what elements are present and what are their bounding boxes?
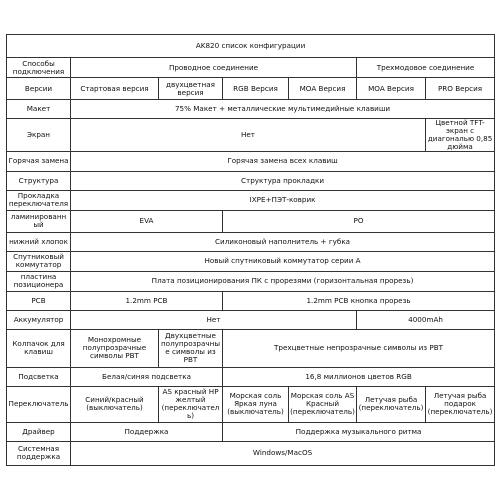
row-label: Спутниковый коммутатор [7,251,71,271]
table-cell: PO [223,210,495,232]
table-row [7,171,495,190]
row-label: Драйвер [7,422,71,441]
table-cell: MOA Версия [289,78,357,100]
table-row [7,210,495,232]
table-cell: 1.2mm PCB [71,291,223,310]
table-cell: 16,8 миллионов цветов RGB [223,367,495,386]
table-cell: Монохромные полупрозрачные символы PBT [71,329,159,367]
row-label: Системная поддержка [7,441,71,465]
table-title: AK820 список конфигурации [7,35,495,58]
table-cell: Силиконовый наполнитель + губка [71,232,495,251]
table-cell: Стартовая версия [71,78,159,100]
table-cell: Цветной TFT-экран с диагональю 0,85 дюйма [426,119,495,152]
table-row [7,291,495,310]
table-cell: Морская соль Яркая луна (выключатель) [223,386,289,422]
table-cell: Проводное соединение [71,58,357,78]
table-row [7,58,495,78]
table-cell: двухцветная версия [159,78,223,100]
table-cell: Трехцветные непрозрачные символы из PBT [223,329,495,367]
row-label: Аккумулятор [7,310,71,329]
table-cell: Белая/синяя подсветка [71,367,223,386]
row-label: нижний хлопок [7,232,71,251]
table-row [7,422,495,441]
table-cell: Структура прокладки [71,171,495,190]
table-row [7,329,495,367]
table-cell: IXPE+ПЭТ-коврик [71,190,495,210]
table-cell: Горячая замена всех клавиш [71,151,495,171]
table-cell: Двухцветные полупрозрачные символы из PBT [159,329,223,367]
row-label: пластина позиционера [7,271,71,291]
table-row [7,441,495,465]
row-label: Горячая замена [7,151,71,171]
table-cell: Нет [71,119,426,152]
table-cell: Трехмодовое соединение [357,58,495,78]
table-cell: 4000mAh [357,310,495,329]
row-label: Способы подключения [7,58,71,78]
table-cell: Летучая рыба (переключатель) [357,386,426,422]
table-row [7,271,495,291]
table-cell: RGB Версия [223,78,289,100]
config-table [6,34,495,466]
row-label: Экран [7,119,71,152]
row-label: Версии [7,78,71,100]
table-row [7,100,495,119]
table-cell: Синий/красный (выключатель) [71,386,159,422]
table-cell: Морская соль AS Красный (переключатель) [289,386,357,422]
table-cell: 75% Макет + металлические мультимедийные клавиши [71,100,495,119]
table-cell: Поддержка [71,422,223,441]
row-label: Подсветка [7,367,71,386]
row-label: Макет [7,100,71,119]
row-label: Прокладка переключателя [7,190,71,210]
table-row [7,151,495,171]
table-cell: PRO Версия [426,78,495,100]
table-row [7,78,495,100]
table-cell: 1.2mm PCB кнопка прорезь [223,291,495,310]
table-row [7,367,495,386]
table-row [7,310,495,329]
table-row [7,119,495,152]
row-label: Структура [7,171,71,190]
table-cell: Новый спутниковый коммутатор серии A [71,251,495,271]
table-cell: Поддержка музыкального ритма [223,422,495,441]
row-label: ламинированный [7,210,71,232]
table-row [7,190,495,210]
table-cell: AS красный HP желтый (переключатель) [159,386,223,422]
table-cell: Windows/MacOS [71,441,495,465]
table-cell: Нет [71,310,357,329]
table-cell: Летучая рыба подарок (переключатель) [426,386,495,422]
table-row [7,386,495,422]
table-row [7,232,495,251]
title-row [7,35,495,58]
row-label: Колпачок для клавиш [7,329,71,367]
row-label: Переключатель [7,386,71,422]
row-label: PCB [7,291,71,310]
table-cell: EVA [71,210,223,232]
table-cell: Плата позиционирования ПК с прорезями (горизонтальная прорезь) [71,271,495,291]
table-row [7,251,495,271]
table-cell: MOA Версия [357,78,426,100]
